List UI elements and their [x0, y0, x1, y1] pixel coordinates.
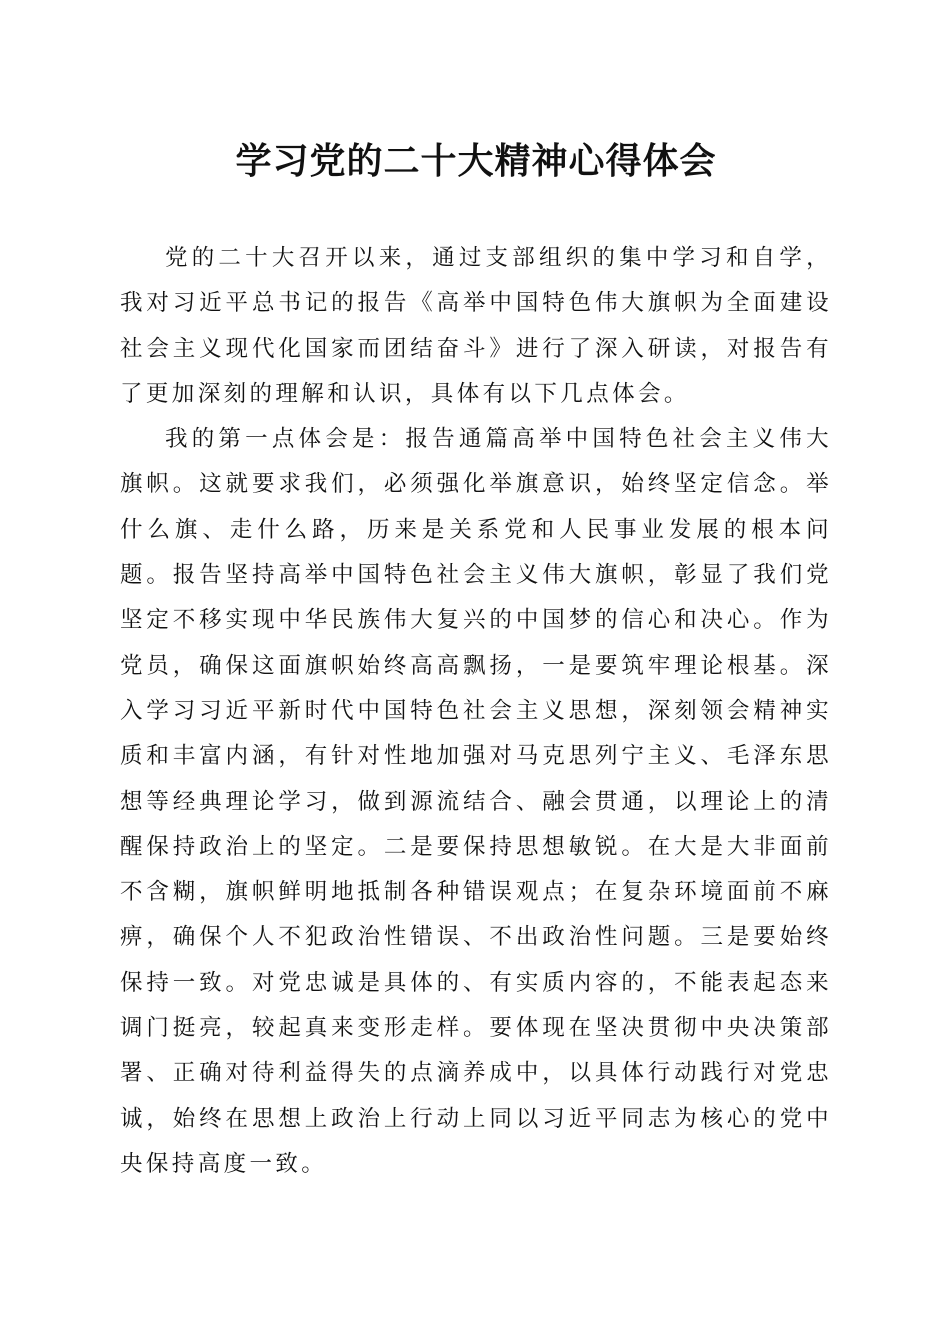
paragraph-intro: 党的二十大召开以来，通过支部组织的集中学习和自学，我对习近平总书记的报告《高举中国特色伟大旗帜为全面建设社会主义现代化国家而团结奋斗》进行了深入研读，对报告有了更加深刻的理解和认识，具体有以下几点体会。 — [120, 245, 832, 407]
document-body — [120, 236, 832, 1187]
document-title: 学习党的二十大精神心得体会 — [235, 140, 717, 182]
paragraph-first-point: 我的第一点体会是：报告通篇高举中国特色社会主义伟大旗帜。这就要求我们，必须强化举旗意识，始终坚定信念。举什么旗、走什么路，历来是关系党和人民事业发展的根本问题。报告坚持高举中国特色社会主义伟大旗帜，彰显了我们党坚定不移实现中华民族伟大复兴的中国梦的信心和决心。作为党员，确保这面旗帜始终高高飘扬，一是要筑牢理论根基。深入学习习近平新时代中国特色社会主义思想，深刻领会精神实质和丰富内涵，有针对性地加强对马克思列宁主义、毛泽东思想等经典理论学习，做到源流结合、融会贯通，以理论上的清醒保持政治上的坚定。二是要保持思想敏锐。在大是大非面前不含糊，旗帜鲜明地抵制各种错误观点；在复杂环境面前不麻痹，确保个人不犯政治性错误、不出政治性问题。三是要始终保持一致。对党忠诚是具体的、有实质内容的，不能表起态来调门挺亮，较起真来变形走样。要体现在坚决贯彻中央决策部署、正确对待利益得失的点滴养成中，以具体行动践行对党忠诚，始终在思想上政治上行动上同以习近平同志为核心的党中央保持高度一致。 — [120, 426, 832, 1177]
